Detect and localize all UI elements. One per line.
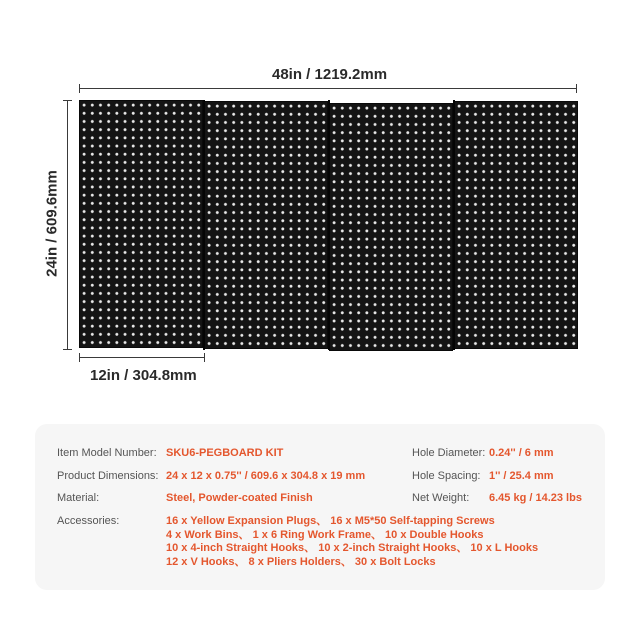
- pegboard-panels: [79, 100, 577, 348]
- height-dimension-label: 24in / 609.6mm: [43, 170, 61, 277]
- product-dimensions-value: 24 x 12 x 0.75'' / 609.6 x 304.8 x 19 mm: [166, 470, 366, 482]
- spec-card: [35, 424, 605, 590]
- panel-width-tick-left: [79, 353, 80, 362]
- panel-width-tick-right: [204, 353, 205, 362]
- item-model-number-value: SKU6-PEGBOARD KIT: [166, 447, 284, 459]
- net-weight-value: 6.45 kg / 14.23 lbs: [489, 492, 582, 504]
- panel-seam: [328, 100, 330, 350]
- hole-spacing-label: Hole Spacing:: [412, 470, 481, 482]
- height-dimension-tick-bottom: [63, 349, 72, 350]
- accessories-label: Accessories:: [57, 515, 120, 527]
- width-dimension-tick-right: [576, 84, 577, 93]
- pegboard-panel-2: [204, 101, 328, 349]
- product-dimensions-label: Product Dimensions:: [57, 470, 159, 482]
- accessories-line: 10 x 4-inch Straight Hooks、 10 x 2-inch Straight Hooks、 10 x L Hooks: [166, 542, 539, 555]
- accessories-list: [166, 515, 538, 569]
- net-weight-label: Net Weight:: [412, 492, 470, 504]
- panel-seam: [203, 100, 205, 350]
- width-dimension-tick-left: [79, 84, 80, 93]
- accessories-line: 12 x V Hooks、 8 x Pliers Holders、 30 x Bolt Locks: [166, 555, 436, 568]
- panel-width-dimension-label: 12in / 304.8mm: [90, 367, 197, 384]
- pegboard-panel-4: [454, 101, 578, 349]
- hole-diameter-label: Hole Diameter:: [412, 447, 486, 459]
- material-label: Material:: [57, 492, 100, 504]
- accessories-line: 4 x Work Bins、 1 x 6 Ring Work Frame、 10 x Double Hooks: [166, 528, 484, 541]
- width-dimension-label: 48in / 1219.2mm: [272, 66, 388, 83]
- material-value: Steel, Powder-coated Finish: [166, 492, 313, 504]
- accessories-line: 16 x Yellow Expansion Plugs、 16 x M5*50 Self-tapping Screws: [166, 515, 495, 527]
- item-model-number-label: Item Model Number:: [57, 447, 157, 459]
- height-dimension-tick-top: [63, 100, 72, 101]
- height-dimension-line: [67, 100, 68, 350]
- width-dimension-line: [79, 88, 577, 89]
- hole-diameter-value: 0.24'' / 6 mm: [489, 447, 554, 459]
- panel-width-dimension-line: [79, 357, 205, 358]
- hole-spacing-value: 1'' / 25.4 mm: [489, 470, 554, 482]
- pegboard-panel-1: [79, 100, 203, 348]
- pegboard-panel-3: [329, 103, 453, 351]
- panel-seam: [453, 100, 455, 350]
